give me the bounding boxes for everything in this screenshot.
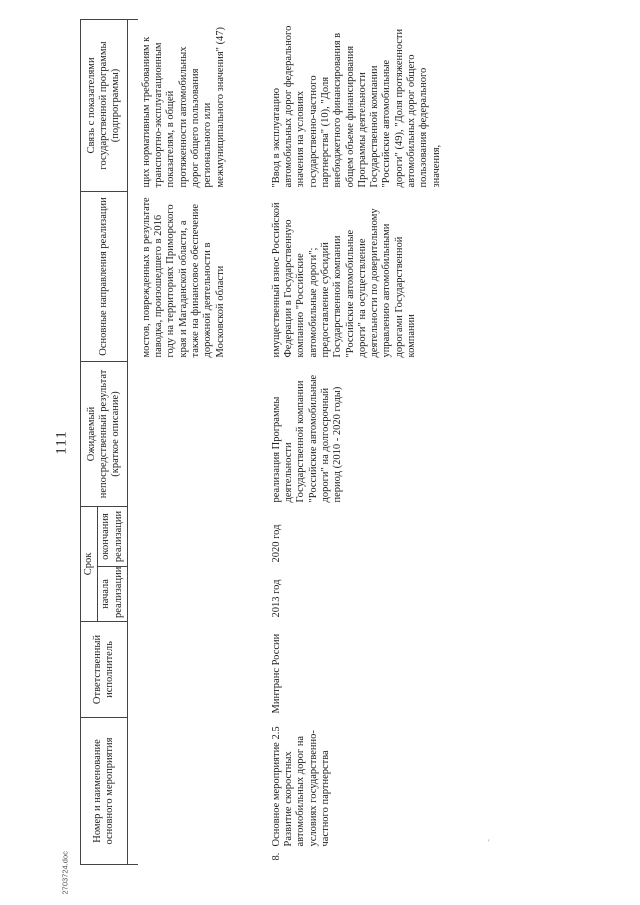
continued-link-cell: щих нормативным требованиям к транспортно-эксплуатационным показателям, в общей протяженности автомобильных дорог общего пользования регионального или межмуниципального значения" (47) <box>140 26 226 188</box>
header-term: Срок <box>81 506 98 621</box>
measures-table <box>80 19 446 865</box>
header-directions: Основные направления реализации <box>81 191 128 361</box>
row-end: 2020 год <box>270 524 282 563</box>
table-row-continued <box>138 19 268 864</box>
row-start: 2013 год <box>270 579 282 618</box>
table-gap-row <box>127 19 138 864</box>
row-directions: имущественный взнос Российской Федерации в Государственную компанию "Российские автомобильные дороги"; предоставление субсидий Государственной компании "Российские автомобильные дороги" на осуществление деятельности по доверительному управлению автомобильными дорогами Государственной компании <box>270 202 417 358</box>
row-number: 8. <box>270 852 282 861</box>
table-row <box>268 19 446 864</box>
continued-directions-cell: мостов, поврежденных в результате паводка, произошедшего в 2016 году на территориях Приморского края и Магаданской области, а также на финансовое обеспечение дорожной деятельности в Московской области <box>140 197 226 358</box>
header-link: Связь с показателями государственной программы (подпрограммы) <box>81 19 128 191</box>
row-measure: Основное мероприятие 2.5 Развитие скоростных автомобильных дорог на условиях государственно-частного партнерства <box>270 726 331 847</box>
row-expected-result: реализация Программы деятельности Государственной компании "Российские автомобильные дороги" на долгосрочный период (2010 - 2020 годы) <box>270 374 344 503</box>
header-start: начала реализации <box>98 567 128 622</box>
rotated-table-sheet <box>80 20 620 865</box>
scan-mark: ' <box>488 838 490 848</box>
header-measure: Номер и наименование основного мероприятия <box>81 718 128 865</box>
header-responsible: Ответственный исполнитель <box>81 622 128 718</box>
header-end: окончания реализации <box>98 506 128 566</box>
document-file-id: 2703724.doc <box>60 851 70 895</box>
header-expected-result: Ожидаемый непосредственный результат (краткое описание) <box>81 361 128 506</box>
row-responsible: Минтранс России <box>270 633 282 714</box>
page-number: 111 <box>53 430 70 455</box>
table-rotation-wrapper <box>80 20 620 865</box>
row-link: "Ввод в эксплуатацию автомобильных дорог федерального значения на условиях государственно-частного партнерства" (10), "Доля внебюджетного финансирования в общем объеме финансирования Программы деятельности Государственной компании "Российские автомобильные дороги" (49), "Доля протяженности автомобильных дорог общего пользования федерального значения, <box>270 25 442 188</box>
table-header <box>81 19 128 864</box>
